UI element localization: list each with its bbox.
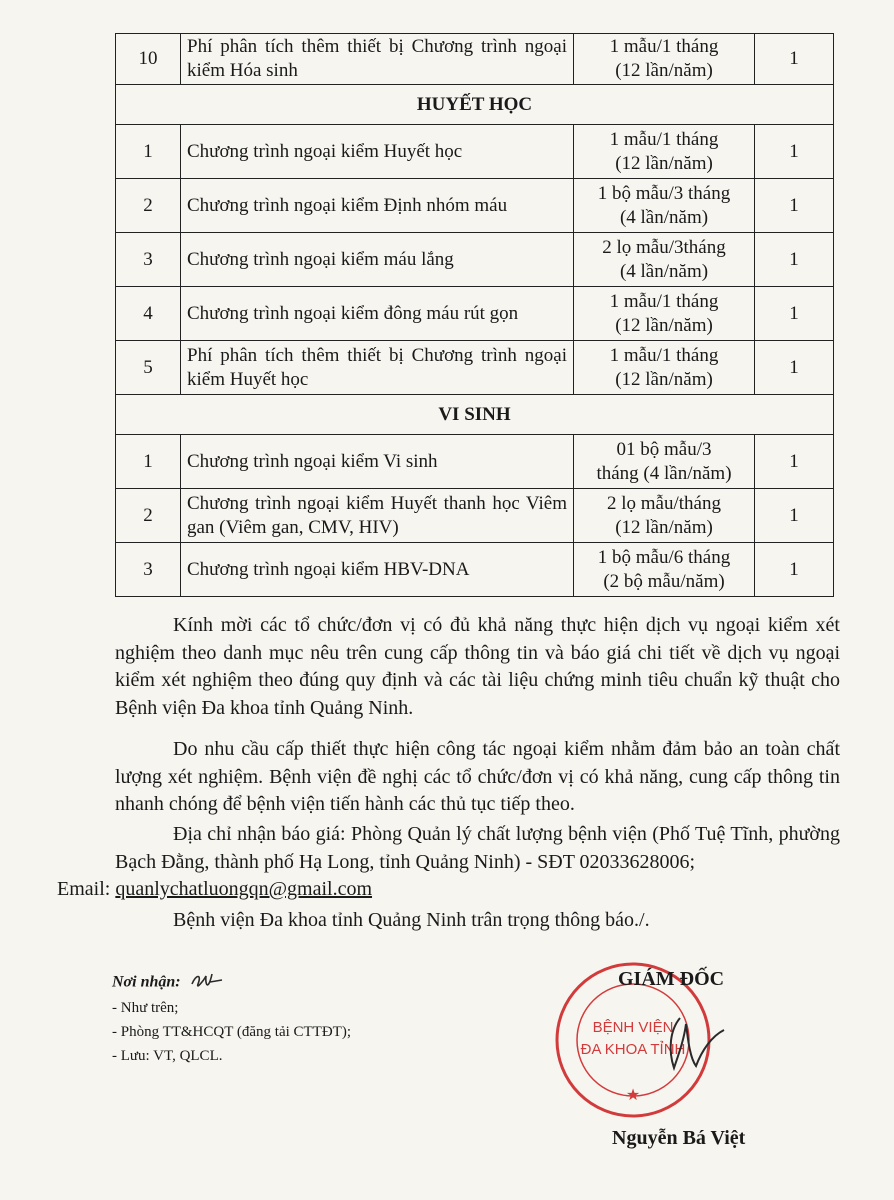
paragraph-closing: Bệnh viện Đa khoa tỉnh Quảng Ninh trân trọng thông báo./. (173, 909, 650, 931)
service-name: Chương trình ngoại kiểm Huyết thanh học Viêm gan (Viêm gan, CMV, HIV) (181, 489, 574, 543)
seal-text-line1: BỆNH VIỆN (592, 1019, 674, 1036)
row-number: 2 (116, 489, 181, 543)
handwritten-signature-icon (640, 1010, 730, 1080)
quantity: 1 (755, 287, 834, 341)
table-row (116, 489, 834, 543)
signatory-name: Nguyễn Bá Việt (612, 1127, 746, 1149)
service-name: Phí phân tích thêm thiết bị Chương trình ngoại kiểm Hóa sinh (181, 34, 574, 85)
sample-frequency: 01 bộ mẫu/3 tháng (4 lần/năm) (574, 435, 755, 489)
quantity: 1 (755, 233, 834, 287)
signatory-title: GIÁM ĐỐC (618, 968, 725, 990)
paragraph-invitation: Kính mời các tổ chức/đơn vị có đủ khả năng thực hiện dịch vụ ngoại kiểm xét nghiệm theo danh mục nêu trên cung cấp thông tin và báo giá chi tiết về dịch vụ ngoại kiểm xét nghiệm theo đúng quy định và các tài liệu chứng minh tiêu chuẩn kỹ thuật cho Bệnh viện Đa khoa tỉnh Quảng Ninh. (115, 614, 840, 719)
section-header-row (116, 395, 834, 435)
row-number: 5 (116, 341, 181, 395)
table-row (116, 543, 834, 597)
recipients-block (112, 970, 351, 1068)
recipient-item: - Lưu: VT, QLCL. (112, 1048, 223, 1064)
seal-text-line2: ĐA KHOA TỈNH (580, 1041, 686, 1058)
seal-star-icon: ★ (625, 1087, 641, 1104)
email-link[interactable]: quanlychatluongqn@gmail.com (115, 878, 373, 900)
row-number: 1 (116, 125, 181, 179)
table-row (116, 179, 834, 233)
recipients-title: Nơi nhận: (112, 973, 181, 991)
recipient-item: - Như trên; (112, 1000, 179, 1016)
recipient-item: - Phòng TT&HCQT (đăng tải CTTĐT); (112, 1024, 352, 1040)
sample-frequency: 1 mẫu/1 tháng (12 lần/năm) (574, 34, 755, 85)
quantity: 1 (755, 435, 834, 489)
sample-frequency: 1 mẫu/1 tháng (12 lần/năm) (574, 287, 755, 341)
service-name: Chương trình ngoại kiểm Vi sinh (181, 435, 574, 489)
quantity: 1 (755, 179, 834, 233)
section-title-vi-sinh: VI SINH (116, 395, 834, 435)
row-number: 3 (116, 233, 181, 287)
sample-frequency: 1 bộ mẫu/3 tháng (4 lần/năm) (574, 179, 755, 233)
quantity: 1 (755, 489, 834, 543)
quantity: 1 (755, 543, 834, 597)
service-name: Phí phân tích thêm thiết bị Chương trình ngoại kiểm Huyết học (181, 341, 574, 395)
table-row (116, 287, 834, 341)
initials-signature-icon (188, 970, 224, 996)
quantity: 1 (755, 34, 834, 85)
quantity: 1 (755, 125, 834, 179)
service-name: Chương trình ngoại kiểm Huyết học (181, 125, 574, 179)
table-row (116, 233, 834, 287)
service-name: Chương trình ngoại kiểm máu lắng (181, 233, 574, 287)
sample-frequency: 1 bộ mẫu/6 tháng (2 bộ mẫu/năm) (574, 543, 755, 597)
sample-frequency: 1 mẫu/1 tháng (12 lần/năm) (574, 125, 755, 179)
service-name: Chương trình ngoại kiểm đông máu rút gọn (181, 287, 574, 341)
service-name: Chương trình ngoại kiểm HBV-DNA (181, 543, 574, 597)
section-title-huyet-hoc: HUYẾT HỌC (116, 85, 834, 125)
row-number: 10 (116, 34, 181, 85)
paragraph-urgency: Do nhu cầu cấp thiết thực hiện công tác ngoại kiểm nhằm đảm bảo an toàn chất lượng xét nghiệm. Bệnh viện đề nghị các tổ chức/đơn vị có khả năng, cung cấp thông tin nhanh chóng để bệnh viện tiến hành các thủ tục tiếp theo. (115, 738, 840, 815)
table-row (116, 34, 834, 85)
table-row (116, 435, 834, 489)
section-header-row (116, 85, 834, 125)
table-row (116, 125, 834, 179)
paragraph-address (57, 821, 840, 904)
row-number: 1 (116, 435, 181, 489)
row-number: 2 (116, 179, 181, 233)
service-table (115, 33, 834, 597)
service-name: Chương trình ngoại kiểm Định nhóm máu (181, 179, 574, 233)
sample-frequency: 2 lọ mẫu/3tháng (4 lần/năm) (574, 233, 755, 287)
sample-frequency: 1 mẫu/1 tháng (12 lần/năm) (574, 341, 755, 395)
address-text: Địa chỉ nhận báo giá: Phòng Quản lý chất lượng bệnh viện (Phố Tuệ Tĩnh, phường Bạch Đằng, thành phố Hạ Long, tỉnh Quảng Ninh) - SĐT 02033628006; (115, 823, 840, 873)
row-number: 4 (116, 287, 181, 341)
table-row (116, 341, 834, 395)
quantity: 1 (755, 341, 834, 395)
email-label: Email: (57, 878, 116, 900)
sample-frequency: 2 lọ mẫu/tháng (12 lần/năm) (574, 489, 755, 543)
row-number: 3 (116, 543, 181, 597)
